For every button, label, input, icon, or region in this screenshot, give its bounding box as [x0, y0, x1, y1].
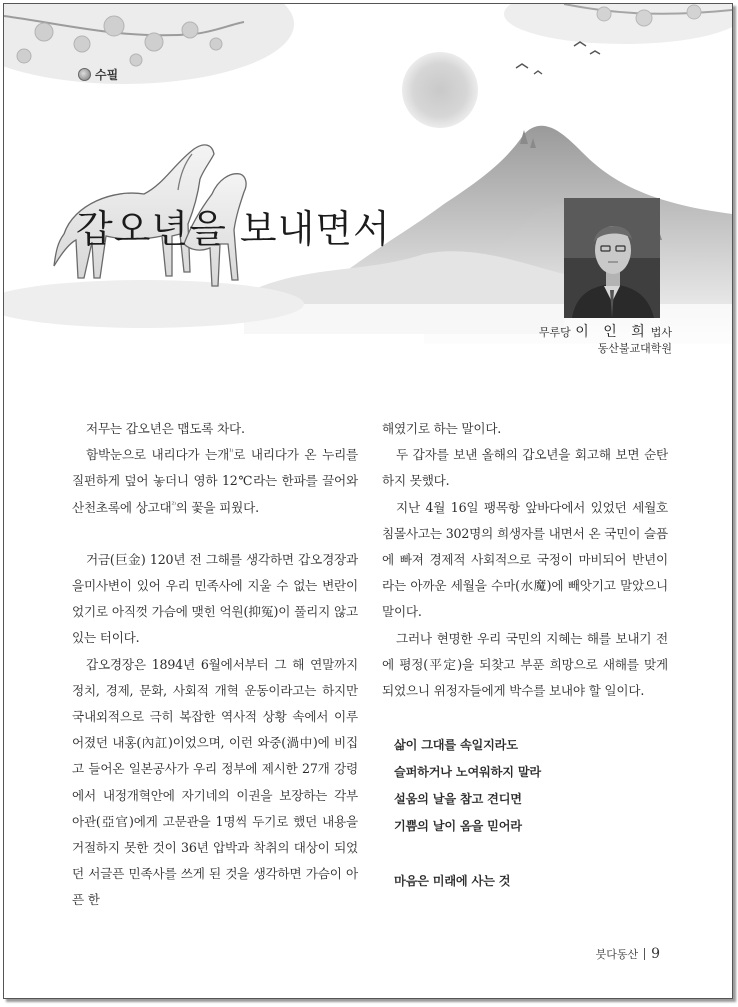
poem-line: 삶이 그대를 속일지라도 [394, 738, 518, 753]
paragraph: 지난 4월 16일 팽목항 앞바다에서 있었던 세월호 침몰사고는 302명의 희생자를 내면서 온 국민이 슬픔에 빠져 경제적 사회적으로 국정이 마비되어 반년이라는 아까운 세월을 수마(水魔)에 빼앗기고 말았으니 말이다. [382, 499, 668, 620]
section-label-text: 수필 [95, 68, 119, 82]
page-footer [596, 946, 660, 962]
paragraph: 해였기로 하는 말이다. [382, 421, 502, 436]
paragraph: 거금(巨金) 120년 전 그해를 생각하면 갑오경장과 을미사변이 있어 우리 민족사에 지울 수 없는 변란이었기로 아직껏 가슴에 맺힌 억원(抑冤)이 풀리지 않고 있는 터이다. [72, 551, 358, 646]
page [3, 3, 733, 999]
paragraph: 두 갑자를 보낸 올해의 갑오년을 회고해 보면 순탄하지 못했다. [382, 447, 668, 489]
bullet-icon [78, 68, 91, 81]
paragraph: 함박눈으로 내리다가 는개$^{^{1)}}$로 내리다가 온 누리를 질펀하게 덮어 놓더니 영하 12℃라는 한파를 끌어와 산천초록에 상고대$^{^{2)}}$의 꽃을 피웠다. [72, 447, 358, 515]
footnote-mark: ¹⁾ [229, 448, 234, 457]
moon [402, 52, 478, 128]
poem-line: 기쁨의 날이 옴을 믿어라 [394, 819, 522, 834]
author-photo [564, 198, 660, 318]
page-number: 9 [651, 946, 660, 962]
poem-line: 슬퍼하거나 노여워하지 말라 [394, 765, 541, 780]
footnote-mark: ²⁾ [171, 500, 176, 509]
section-label [78, 66, 118, 83]
poem-line: 설움의 날을 참고 견디면 [394, 792, 522, 807]
footer-divider [644, 948, 645, 960]
magazine-name: 붓다동산 [595, 948, 639, 961]
author-affiliation: 동산불교대학원 [597, 342, 672, 355]
right-column [382, 416, 668, 895]
paragraph: 그러나 현명한 우리 국민의 지혜는 해를 보내기 전에 평정(平定)을 되찾고 부푼 희망으로 새해를 맞게 되었으니 위정자들에게 박수를 보내야 할 일이다. [382, 630, 668, 699]
poem-quote [382, 732, 668, 895]
author-pen-name: 무루당 [538, 326, 571, 339]
author-title: 법사 [650, 326, 672, 339]
poem-line: 마음은 미래에 사는 것 [394, 874, 511, 889]
paragraph: 갑오경장은 1894년 6월에서부터 그 해 연말까지 정치, 경제, 문화, 사회적 개혁 운동이라고는 하지만 국내외적으로 극히 복잡한 역사적 상황 속에서 이루어졌던 내홍(內訌)이었으며, 이런 와중(渦中)에 비집고 들어온 일본공사가 우리 정부에 제시한 27개 강령에서 내정개혁안에 자기네의 이권을 보장하는 각부 아관(亞官)에게 고문관을 1명씩 두기로 했던 내용을 거절하지 못한 것이 36년 압박과 착취의 대상이 되었던 서글픈 민족사를 쓰게 된 것을 생각하면 가슴이 아픈 한 [72, 656, 358, 908]
author-byline [539, 324, 672, 357]
page-title: 갑오년을 보내면서 [76, 207, 391, 251]
author-name: 이 인 희 [575, 324, 650, 340]
paragraph: 저무는 갑오년은 맵도록 차다. [86, 421, 245, 436]
left-column [72, 416, 358, 914]
